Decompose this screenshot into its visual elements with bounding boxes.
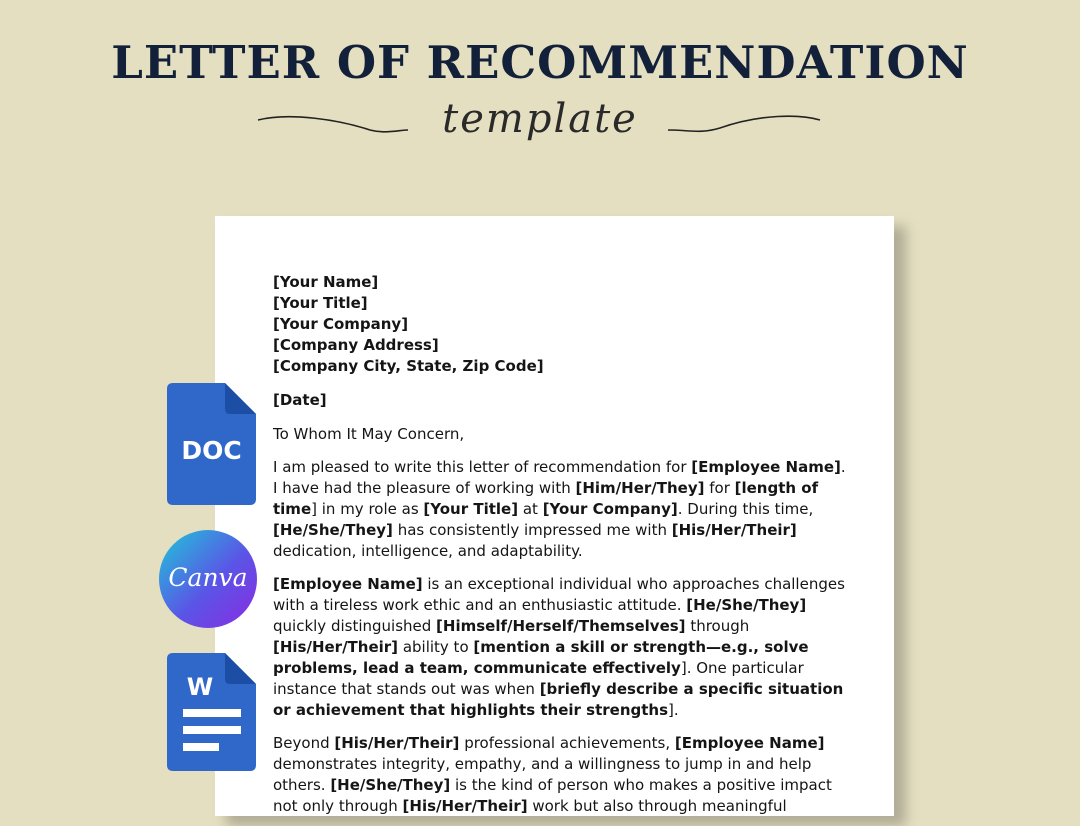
doc-label: DOC xyxy=(181,436,242,465)
page-title: LETTER OF RECOMMENDATION xyxy=(111,36,969,89)
word-label: W xyxy=(186,673,214,701)
canva-icon xyxy=(159,530,257,628)
letter-date: [Date] xyxy=(273,391,327,409)
page-subtitle: template xyxy=(442,96,638,142)
sender-address: [Company Address] xyxy=(273,336,439,354)
sender-title: [Your Title] xyxy=(273,294,368,312)
paragraph-1: I am pleased to write this letter of recommendation for [Employee Name]. I have had the pleasure of working with [Him/Her/They] for [length of time] in my role as [Your Title] at [Your Company]. During this time, [He/She/They] has consistently impressed me with [His/Her/Their] dedication, intelligence, and adaptability. xyxy=(273,458,846,560)
sender-company: [Your Company] xyxy=(273,315,409,333)
paragraph-3: Beyond [His/Her/Their] professional achievements, [Employee Name] demonstrates integrity, empathy, and a willingness to jump in and help others. [He/She/They] is the kind of person who makes a positive impact not only through [His/Her/Their] work but also through meaningful xyxy=(273,734,832,815)
sender-city: [Company City, State, Zip Code] xyxy=(273,357,544,375)
paragraph-2: [Employee Name] is an exceptional individual who approaches challenges with a tireless work ethic and an enthusiastic attitude. [He/She/They] quickly distinguished [Himself/Herself/Themselves] through [His/Her/Their] ability to [mention a skill or strength—e.g., solve problems, lead a team, communicate effectively]. One particular instance that stands out was when [briefly describe a specific situation or achievement that highlights their strengths]. xyxy=(273,575,845,719)
salutation: To Whom It May Concern, xyxy=(273,425,465,443)
word-icon xyxy=(167,653,256,771)
google-docs-icon xyxy=(167,383,256,505)
canva-label: Canva xyxy=(168,563,248,592)
sender-name: [Your Name] xyxy=(273,273,379,291)
letter-body xyxy=(273,272,863,817)
